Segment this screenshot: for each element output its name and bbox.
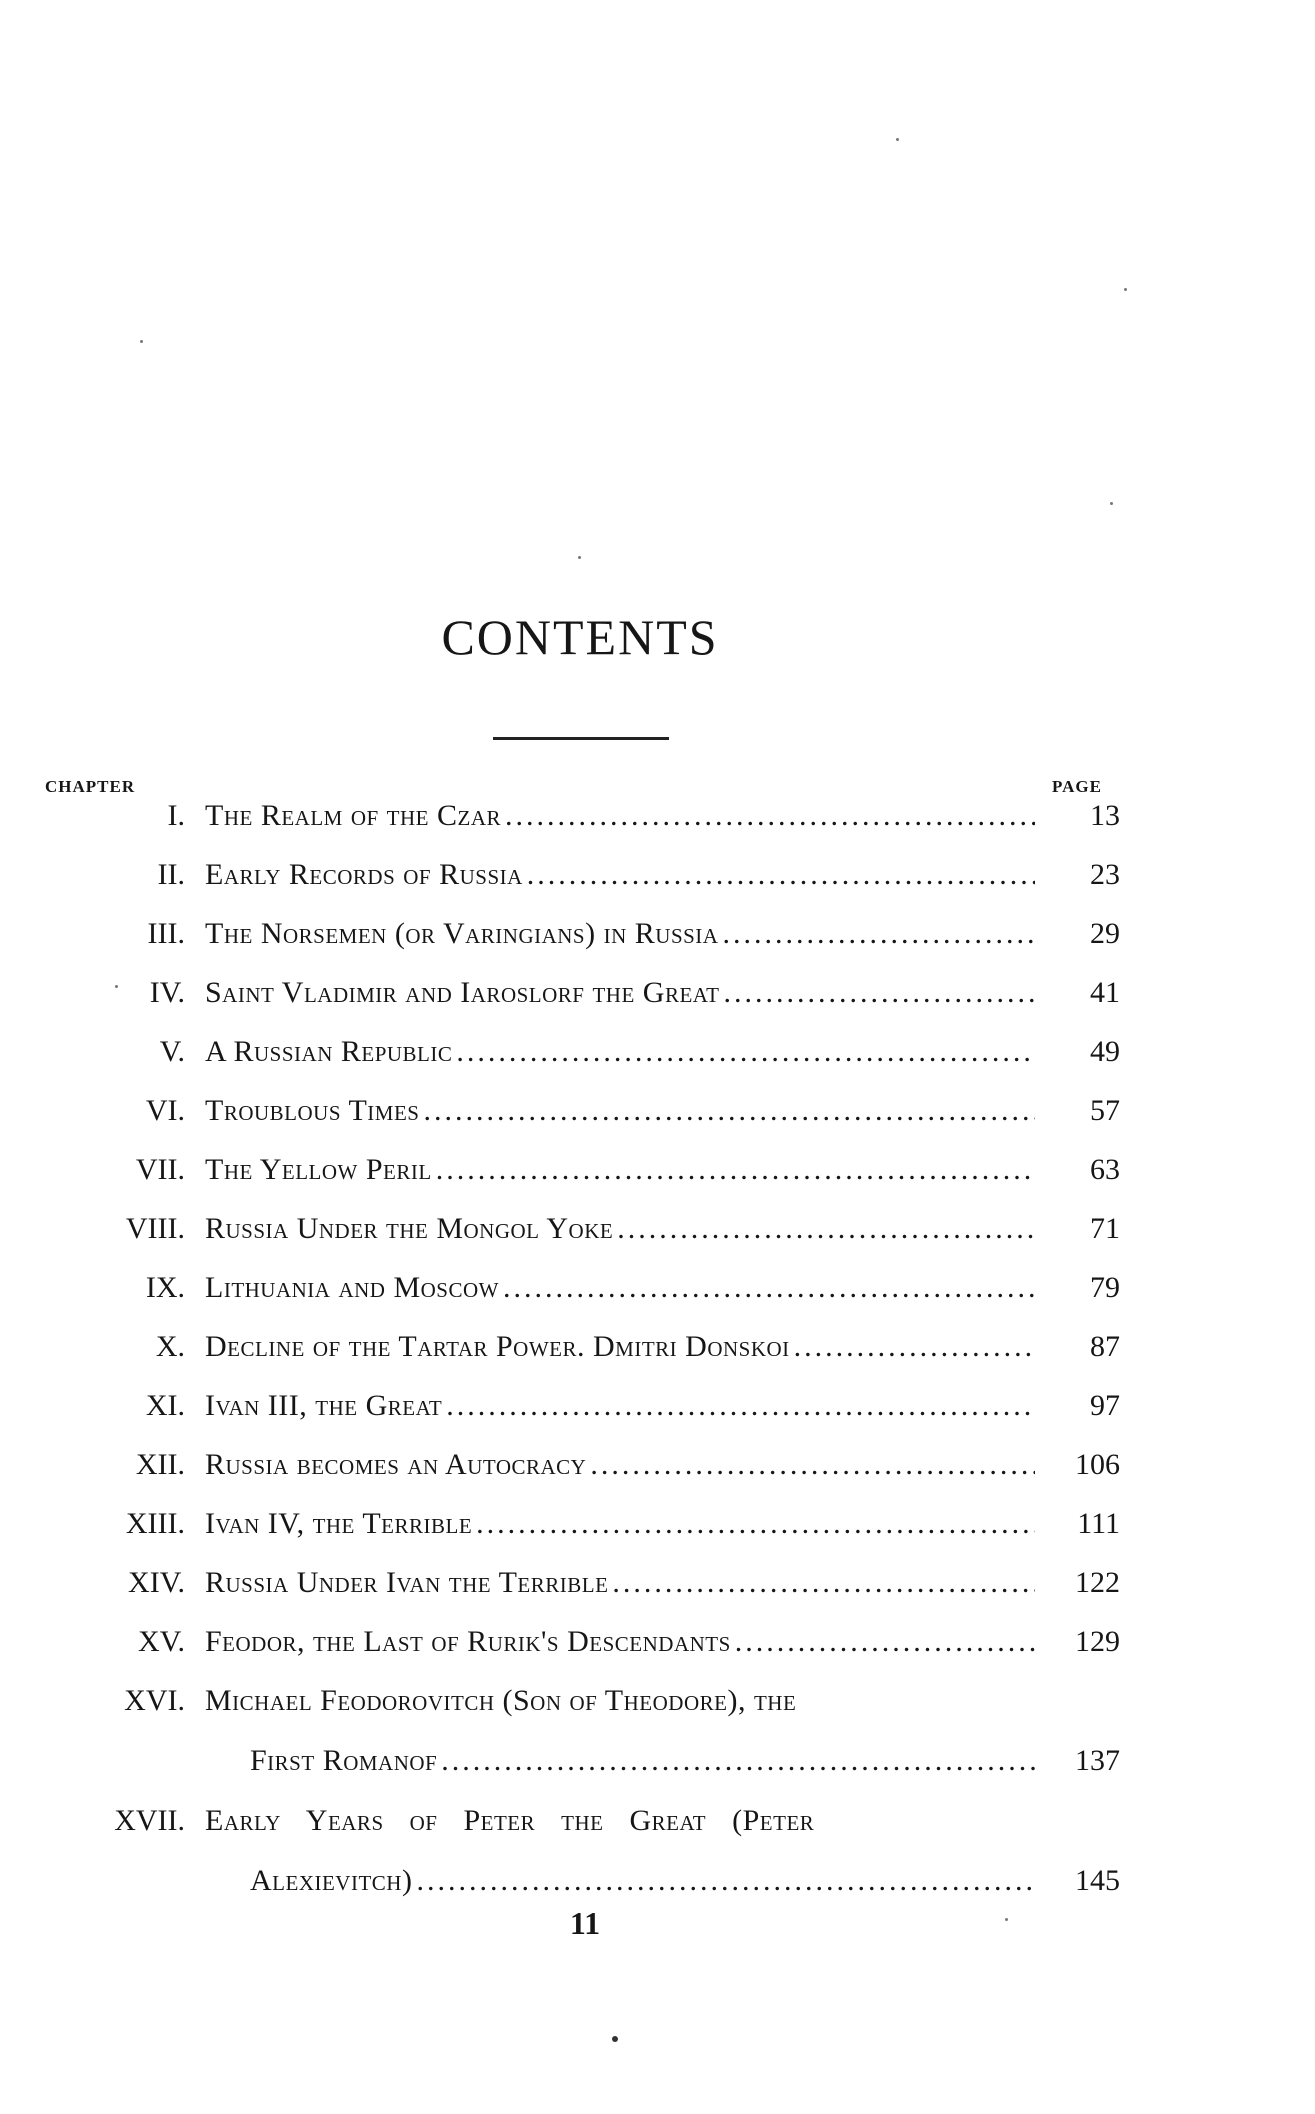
toc-entry bbox=[0, 796, 1315, 836]
dot-leader bbox=[723, 973, 1035, 1013]
toc-entry bbox=[0, 1504, 1315, 1544]
title-rule bbox=[493, 737, 669, 740]
dot-leader bbox=[590, 1445, 1035, 1485]
dot-leader bbox=[441, 1741, 1035, 1781]
scan-speck bbox=[1124, 288, 1127, 291]
dot-leader bbox=[794, 1327, 1035, 1367]
chapter-title: Michael Feodorovitch (Son of Theodore), the bbox=[205, 1684, 797, 1717]
page-number: 29 bbox=[1090, 917, 1120, 950]
toc-entry bbox=[0, 1268, 1315, 1308]
dot-leader bbox=[436, 1150, 1035, 1190]
toc-entry bbox=[0, 1801, 1315, 1841]
dot-leader bbox=[612, 1563, 1035, 1603]
toc-entry bbox=[0, 973, 1315, 1013]
chapter-number: XVII. bbox=[114, 1804, 185, 1837]
chapter-title: Russia Under Ivan the Terrible bbox=[205, 1566, 609, 1599]
scan-speck bbox=[1005, 1918, 1008, 1921]
chapter-number: III. bbox=[147, 917, 185, 950]
chapter-title: Early Years of Peter the Great (Peter bbox=[205, 1804, 815, 1837]
toc-entry bbox=[0, 1681, 1315, 1721]
toc-entry bbox=[0, 914, 1315, 954]
dot-leader bbox=[527, 855, 1035, 895]
chapter-title: A Russian Republic bbox=[205, 1035, 453, 1068]
chapter-number: I. bbox=[167, 799, 185, 832]
chapter-title: Troublous Times bbox=[205, 1094, 420, 1127]
toc-entry bbox=[0, 1386, 1315, 1426]
page-number: 97 bbox=[1090, 1389, 1120, 1422]
chapter-number: XII. bbox=[135, 1448, 185, 1481]
toc-entry bbox=[0, 1563, 1315, 1603]
toc-entry bbox=[0, 1622, 1315, 1662]
chapter-title: Ivan III, the Great bbox=[205, 1389, 443, 1422]
dot-leader bbox=[617, 1209, 1035, 1249]
toc-entry bbox=[0, 1209, 1315, 1249]
chapter-number: VII. bbox=[135, 1153, 185, 1186]
toc-entry-continuation bbox=[0, 1861, 1315, 1901]
page-number: 137 bbox=[1075, 1744, 1120, 1777]
chapter-title: Russia becomes an Autocracy bbox=[205, 1448, 587, 1481]
toc-entry-continuation bbox=[0, 1741, 1315, 1781]
chapter-number: XIII. bbox=[125, 1507, 185, 1540]
page-number: 41 bbox=[1090, 976, 1120, 1009]
chapter-number: X. bbox=[155, 1330, 185, 1363]
chapter-title: The Realm of the Czar bbox=[205, 799, 501, 832]
page-number: 13 bbox=[1090, 799, 1120, 832]
dot-leader bbox=[423, 1091, 1035, 1131]
page-number: 129 bbox=[1075, 1625, 1120, 1658]
dot-leader bbox=[505, 796, 1035, 836]
page-number: 111 bbox=[1077, 1507, 1120, 1540]
chapter-number: IX. bbox=[145, 1271, 185, 1304]
page-number: 145 bbox=[1075, 1864, 1120, 1897]
chapter-number: XIV. bbox=[128, 1566, 185, 1599]
page-title: CONTENTS bbox=[441, 609, 719, 665]
dot-leader bbox=[722, 914, 1035, 954]
toc-entry bbox=[0, 1091, 1315, 1131]
dot-leader bbox=[503, 1268, 1035, 1308]
chapter-column-header: CHAPTER bbox=[45, 777, 136, 796]
dot-leader bbox=[416, 1861, 1035, 1901]
dot-leader bbox=[456, 1032, 1035, 1072]
chapter-number: IV. bbox=[149, 976, 185, 1009]
page-number: 122 bbox=[1075, 1566, 1120, 1599]
chapter-number: VIII. bbox=[125, 1212, 185, 1245]
chapter-title: Russia Under the Mongol Yoke bbox=[205, 1212, 614, 1245]
chapter-title: Ivan IV, the Terrible bbox=[205, 1507, 473, 1540]
scan-speck bbox=[1110, 502, 1113, 505]
toc-entry bbox=[0, 1327, 1315, 1367]
page-column-header: PAGE bbox=[1052, 777, 1102, 796]
page-number: 23 bbox=[1090, 858, 1120, 891]
scan-speck bbox=[578, 556, 581, 559]
toc-entry bbox=[0, 1032, 1315, 1072]
page-number: 49 bbox=[1090, 1035, 1120, 1068]
chapter-title: The Norsemen (or Varingians) in Russia bbox=[205, 917, 719, 950]
toc-entry bbox=[0, 855, 1315, 895]
chapter-number: XV. bbox=[138, 1625, 185, 1658]
dot-leader bbox=[735, 1622, 1035, 1662]
scan-speck bbox=[115, 985, 118, 988]
toc-entry bbox=[0, 1445, 1315, 1485]
scan-speck bbox=[612, 2036, 618, 2042]
chapter-number: II. bbox=[157, 858, 185, 891]
page-number: 106 bbox=[1075, 1448, 1120, 1481]
chapter-title: Early Records of Russia bbox=[205, 858, 523, 891]
chapter-title: The Yellow Peril bbox=[205, 1153, 432, 1186]
page-number: 71 bbox=[1090, 1212, 1120, 1245]
chapter-number: XVI. bbox=[124, 1684, 185, 1717]
chapter-title: Decline of the Tartar Power. Dmitri Donskoi bbox=[205, 1330, 790, 1363]
page-number: 87 bbox=[1090, 1330, 1120, 1363]
scan-speck bbox=[896, 138, 899, 141]
chapter-number: XI. bbox=[145, 1389, 185, 1422]
chapter-title: Lithuania and Moscow bbox=[205, 1271, 499, 1304]
folio-page-number: 11 bbox=[569, 1905, 601, 1941]
scan-speck bbox=[140, 340, 143, 343]
page-number: 79 bbox=[1090, 1271, 1120, 1304]
page-number: 63 bbox=[1090, 1153, 1120, 1186]
chapter-number: V. bbox=[159, 1035, 185, 1068]
page-number: 57 bbox=[1090, 1094, 1120, 1127]
chapter-number: VI. bbox=[145, 1094, 185, 1127]
toc-entry bbox=[0, 1150, 1315, 1190]
dot-leader bbox=[446, 1386, 1035, 1426]
dot-leader bbox=[476, 1504, 1035, 1544]
chapter-title-continued: Alexievitch) bbox=[250, 1864, 413, 1897]
chapter-title: Saint Vladimir and Iaroslorf the Great bbox=[205, 976, 720, 1009]
chapter-title: Feodor, the Last of Rurik's Descendants bbox=[205, 1625, 731, 1658]
chapter-title-continued: First Romanof bbox=[250, 1744, 438, 1777]
